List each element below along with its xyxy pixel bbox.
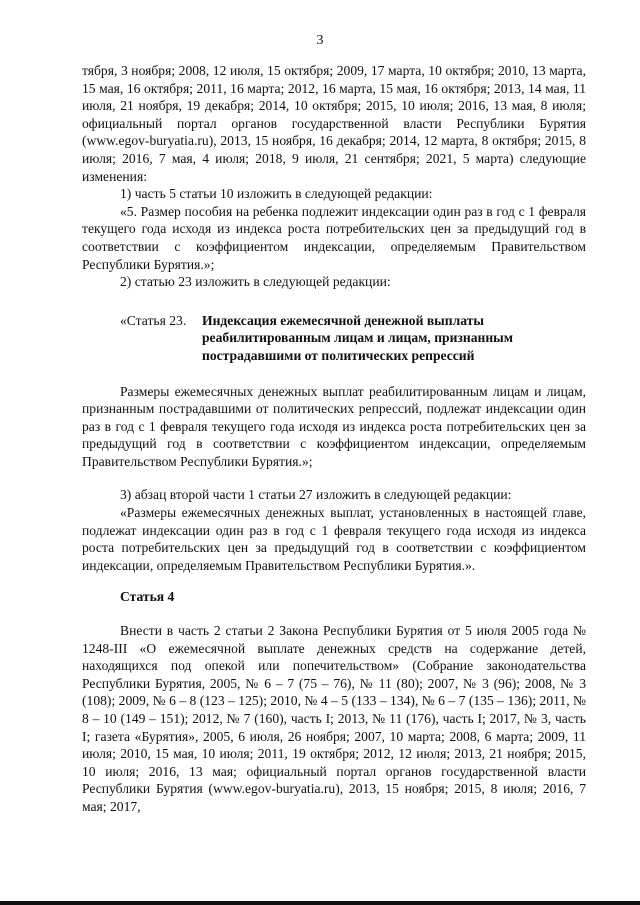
document-body — [82, 62, 586, 816]
article-4-text: Внести в часть 2 статьи 2 Закона Республики Бурятия от 5 июля 2005 года № 1248-III «О ежемесячной выплате денежных средств на содержание детей, находящихся под опекой или попечительством» (Собрание законодательства Республики Бурятия, 2005, № 6 – 7 (75 – 76), № 11 (80); 2007, № 3 (96); 2008, № 3 (108); 2009, № 6 – 8 (123 – 125); 2010, № 4 – 5 (133 – 134), № 6 – 7 (135 – 136); 2011, № 8 – 10 (149 – 151); 2012, № 7 (160), часть I; 2013, № 11 (176), часть I; 2017, № 3, часть I; газета «Бурятия», 2005, 6 июля, 26 ноября; 2007, 10 марта; 2008, 6 марта; 2009, 11 июля; 2010, 15 мая, 10 июля; 2011, 19 октября; 2012, 12 июля; 2013, 21 ноября; 2015, 10 июля; 2016, 13 мая; официальный портал органов государственной власти Республики Бурятия (www.egov-buryatia.ru), 2013, 15 ноября; 2015, 8 июля; 2016, 7 мая; 2017, — [82, 623, 586, 814]
amendment-item-1-text: «5. Размер пособия на ребенка подлежит индексации один раз в год с 1 февраля текущего года исходя из индекса роста потребительских цен за предыдущий год в соответствии с коэффициентом индексации, определяемым Правительством Республики Бурятия.»; — [82, 203, 586, 272]
article-23-text: Размеры ежемесячных денежных выплат реабилитированным лицам и лицам, признанным пострадавшими от политических репрессий, подлежат индексации один раз в год с 1 февраля текущего года исходя из индекса роста потребительских цен за предыдущий год в соответствии с коэффициентом индексации, определяемым Правительством Республики Бурятия.»; — [82, 383, 586, 469]
article-23-label: «Статья 23. — [120, 312, 187, 328]
article-4-heading: Статья 4 — [120, 589, 175, 605]
amendment-item-2: 2) статью 23 изложить в следующей редакции: — [120, 274, 391, 290]
amendment-item-1: 1) часть 5 статьи 10 изложить в следующей редакции: — [120, 186, 433, 202]
page-number: 3 — [316, 33, 324, 48]
intro-paragraph: тября, 3 ноября; 2008, 12 июля, 15 октября; 2009, 17 марта, 10 октября; 2010, 13 марта, 15 мая, 16 октября; 2011, 16 марта; 2012, 16 марта, 15 мая, 16 октября; 2013, 14 мая, 11 июля, 21 ноября, 19 декабря; 2014, 10 октября; 2015, 10 июля; 2016, 13 мая, 8 июля; официальный портал органов государственной власти Республики Бурятия (www.egov-buryatia.ru), 2013, 15 ноября, 16 декабря; 2014, 12 марта, 8 октября; 2015, 8 июля; 2016, 7 мая, 4 июля; 2018, 9 июля, 21 сентября; 2021, 5 марта) следующие изменения: — [82, 63, 586, 184]
amendment-item-3-text: «Размеры ежемесячных денежных выплат, установленных в настоящей главе, подлежат индексации один раз в год с 1 февраля текущего года исходя из индекса роста потребительских цен за предыдущий год в соответствии с коэффициентом индексации, определяемым Правительством Республики Бурятия.». — [82, 505, 586, 573]
amendment-item-3: 3) абзац второй части 1 статьи 27 изложить в следующей редакции: — [120, 487, 512, 503]
article-23-title: Индексация ежемесячной денежной выплаты реабилитированным лицам и лицам, признанным пострадавшими от политических репрессий — [202, 312, 514, 363]
article-23-heading — [82, 312, 586, 365]
scan-bottom-edge — [0, 901, 640, 905]
